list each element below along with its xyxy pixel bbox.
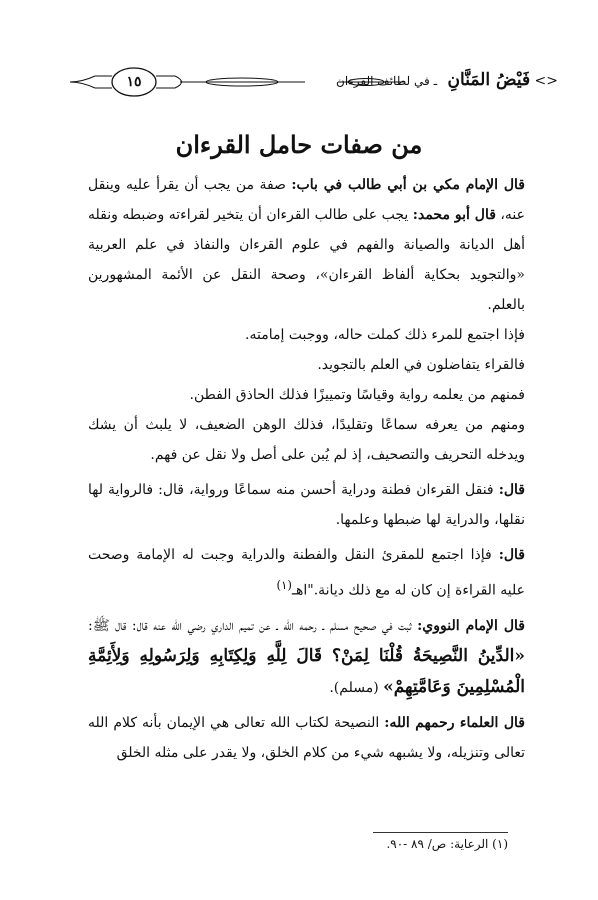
running-title	[336, 70, 558, 90]
paragraph-text: صفة من يجب أن يقرأ عليه وينقل عنه،	[88, 177, 525, 223]
source-citation: (مسلم).	[329, 679, 384, 696]
running-header	[0, 62, 598, 102]
footnote-marker[interactable]: (١)	[276, 578, 292, 592]
paragraph-text: فنقل القرءان فطنة ودراية أحسن منه سماعًا ورواية، قال: فالرواية لها نقلها، والدراية لها ضبطها وعلمها.	[88, 482, 525, 528]
paragraph: فمنهم من يعلمه رواية وقياسًا وتمييزًا فذلك الحاذق الفطن.	[189, 387, 525, 403]
speaker-label: قال أبو محمد:	[412, 207, 496, 223]
book-subtitle: ـ في لطائف القرءان	[336, 74, 438, 88]
chapter-title: من صفات حامل القرءان	[175, 130, 423, 159]
hadith-quote: «الدِّينُ النَّصِيحَةُ قُلْنَا لِمَنْ؟ قَالَ لِلَّهِ وَلِكِتَابِهِ وَلِرَسُولِهِ وَلِأَئِمَّةِ الْمُسْلِمِينَ وَعَامَّتِهِمْ»	[88, 645, 525, 697]
body-text	[88, 170, 525, 768]
paragraph-text: النصيحة لكتاب الله تعالى هي الإيمان بأنه كلام الله تعالى وتنزيله، ولا يشبهه شيء من كلام الخلق، ولا يقدر على مثله الخلق	[88, 714, 525, 761]
paragraph: فإذا اجتمع للمرء ذلك كملت حاله، ووجبت إمامته.	[245, 327, 525, 343]
paragraph: فالقراء يتفاضلون في العلم بالتجويد.	[317, 357, 525, 373]
speaker-label: قال الإمام مكي بن أبي طالب في باب:	[291, 177, 525, 193]
header-ornament-glyph: <>	[534, 73, 558, 89]
paragraph-text: ثبت في صحيح مسلم ـ رحمه الله ـ عن تميم الداري رضي الله عنه قال: قال ﷺ:	[88, 617, 418, 634]
paragraph	[88, 540, 525, 606]
paragraph	[88, 475, 525, 535]
book-title: فَيْضُ المَنَّانِ	[447, 70, 531, 90]
page-number: ١٥	[126, 74, 142, 90]
speaker-label: قال:	[498, 482, 525, 498]
footnote-divider	[373, 832, 508, 833]
speaker-label: قال الإمام النووي:	[417, 617, 526, 634]
speaker-label: قال العلماء رحمهم الله:	[384, 714, 525, 731]
paragraph-text: يجب على طالب القرءان أن يتخير لقراءته وضبطه ونقله أهل الديانة والصيانة والفهم في علوم القرءان والنفاذ في علم العربية «والتجويد بحكاية ألفاظ القرءان»، وصحة النقل عن الأئمة المشهورين بالعلم.	[88, 207, 525, 313]
speaker-label: قال:	[498, 547, 525, 563]
paragraph	[88, 708, 525, 768]
paragraph-text: فإذا اجتمع للمقرئ النقل والفطنة والدراية وجبت له الإمامة وصحت عليه القراءة إن كان له مع ذلك ديانة."اهـ	[88, 547, 525, 599]
footnote: (١) الرعاية: ص/ ٨٩ -٩٠.	[386, 837, 508, 851]
paragraph	[88, 611, 525, 703]
paragraph	[88, 170, 525, 320]
paragraph: ومنهم من يعرفه سماعًا وتقليدًا، فذلك الوهن الضعيف، لا يلبث أن يشك ويدخله التحريف والتصحيف، إذ لم يُبن على أصل ولا نقل عن فهم.	[88, 417, 525, 463]
